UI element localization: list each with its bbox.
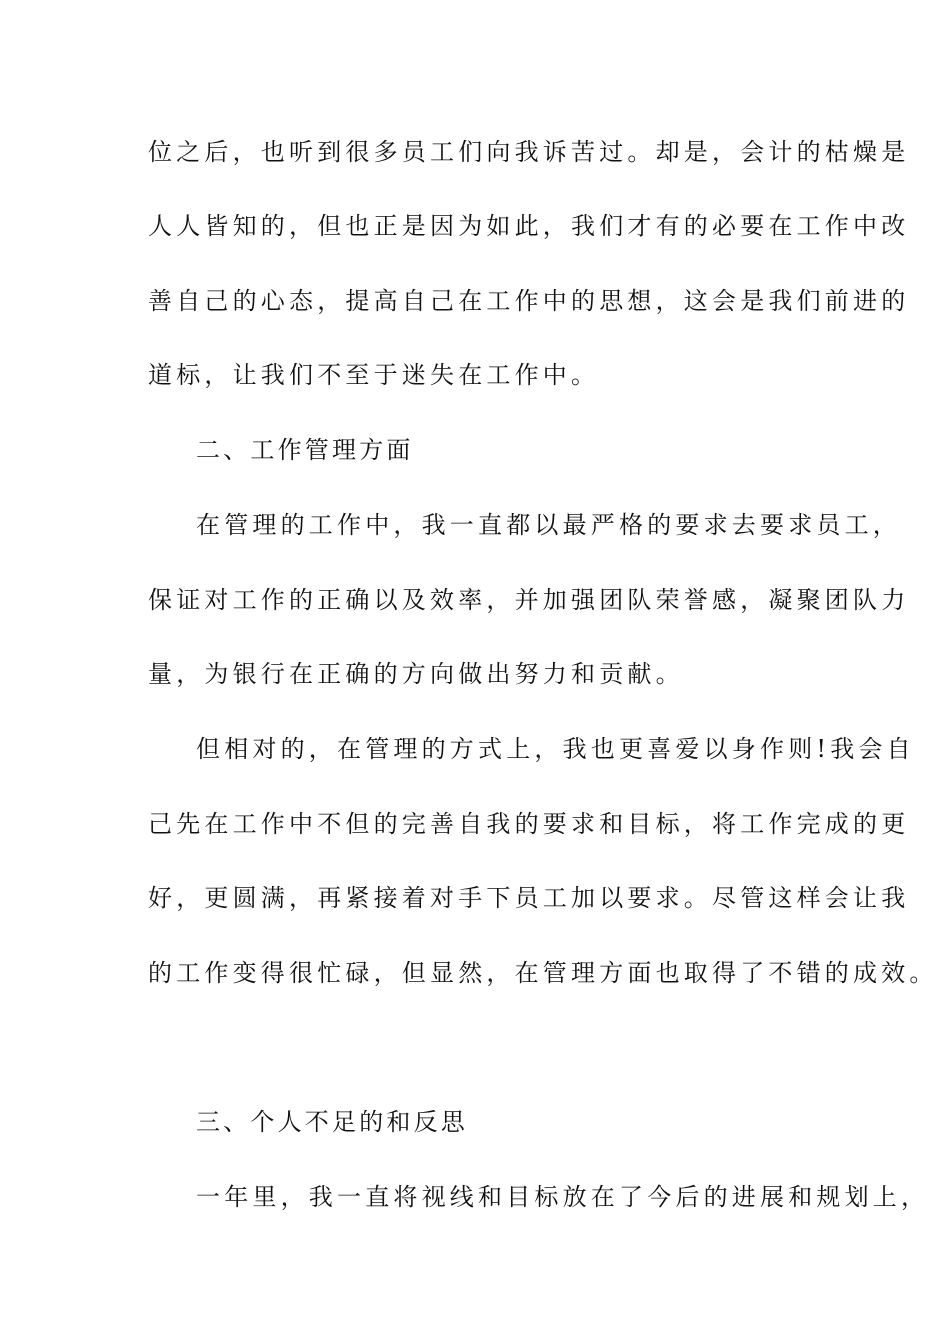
section-heading: 二、工作管理方面 (196, 436, 414, 464)
text-line: 的工作变得很忙碌，但显然，在管理方面也取得了不错的成效。 (148, 959, 938, 987)
text-line: 道标，让我们不至于迷失在工作中。 (148, 361, 600, 389)
text-line: 人人皆知的，但也正是因为如此，我们才有的必要在工作中改 (148, 212, 910, 240)
section-heading: 三、个人不足的和反思 (196, 1108, 468, 1136)
text-line: 善自己的心态，提高自己在工作中的思想，这会是我们前进的 (148, 287, 910, 315)
text-line: 好，更圆满，再紧接着对手下员工加以要求。尽管这样会让我 (148, 884, 910, 912)
text-line: 量，为银行在正确的方向做出努力和贡献。 (148, 660, 684, 688)
text-line: 保证对工作的正确以及效率，并加强团队荣誉感，凝聚团队力 (148, 586, 910, 614)
text-line: 一年里，我一直将视线和目标放在了今后的进展和规划上， (196, 1183, 930, 1211)
text-line: 位之后，也听到很多员工们向我诉苦过。却是，会计的枯燥是 (148, 138, 910, 166)
text-line: 己先在工作中不但的完善自我的要求和目标，将工作完成的更 (148, 810, 910, 838)
text-line: 在管理的工作中，我一直都以最严格的要求去要求员工， (196, 511, 901, 539)
text-line: 但相对的，在管理的方式上，我也更喜爱以身作则!我会自 (196, 735, 915, 763)
